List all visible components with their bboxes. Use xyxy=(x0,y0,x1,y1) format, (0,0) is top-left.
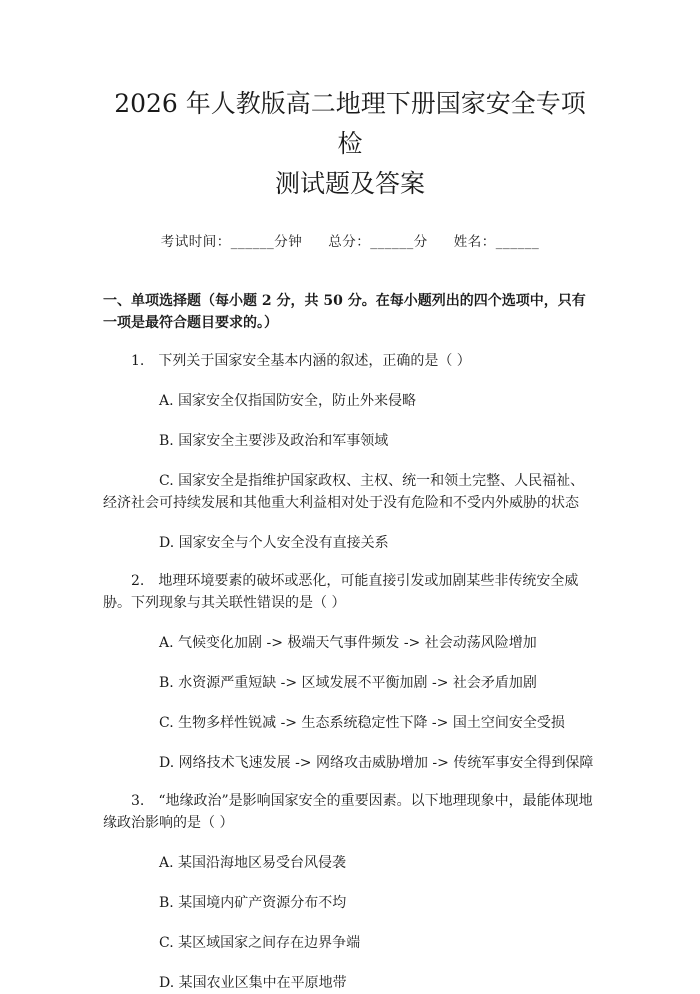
option-b: B. 某国境内矿产资源分布不均 xyxy=(159,895,347,911)
question-stem: 3. “地缘政治”是影响国家安全的重要因素。以下地理现象中，最能体现地缘政治影响的是（ ） xyxy=(103,793,593,831)
title-line-2: 测试题及答案 xyxy=(274,169,425,198)
title-line-1: 2026 年人教版高二地理下册国家安全专项检 xyxy=(114,89,586,158)
question-2 xyxy=(103,570,597,774)
option-b: B. 国家安全主要涉及政治和军事领域 xyxy=(159,433,389,449)
section-heading: 一、单项选择题（每小题 2 分，共 50 分。在每小题列出的四个选项中，只有一项是最符合题目要求的。） xyxy=(103,293,586,331)
option-b: B. 水资源严重短缺 -> 区域发展不平衡加剧 -> 社会矛盾加剧 xyxy=(159,675,537,691)
option-c: C. 国家安全是指维护国家政权、主权、统一和领土完整、人民福祉、经济社会可持续发展和其他重大利益相对处于没有危险和不受内外威胁的状态 xyxy=(103,473,585,511)
option-c: C. 某区域国家之间存在边界争端 xyxy=(159,935,361,951)
option-d: D. 某国农业区集中在平原地带 xyxy=(159,975,347,991)
document-title xyxy=(103,0,597,204)
question-3 xyxy=(103,790,597,994)
exam-meta xyxy=(103,230,597,250)
option-d: D. 国家安全与个人安全没有直接关系 xyxy=(159,535,389,551)
option-c: C. 生物多样性锐减 -> 生态系统稳定性下降 -> 国土空间安全受损 xyxy=(159,715,565,731)
question-stem: 1. 下列关于国家安全基本内涵的叙述，正确的是（ ） xyxy=(131,353,471,369)
option-a: A. 某国沿海地区易受台风侵袭 xyxy=(159,855,347,871)
option-d: D. 网络技术飞速发展 -> 网络攻击威胁增加 -> 传统军事安全得到保障 xyxy=(159,755,594,771)
option-a: A. 国家安全仅指国防安全，防止外来侵略 xyxy=(159,393,417,409)
exam-time: 考试时间：______分钟 xyxy=(160,234,303,250)
exam-score: 总分：______分 xyxy=(328,234,428,250)
question-1 xyxy=(103,350,597,554)
question-stem: 2. 地理环境要素的破坏或恶化，可能直接引发或加剧某些非传统安全威胁。下列现象与其关联性错误的是（ ） xyxy=(103,573,579,611)
student-name: 姓名：______ xyxy=(453,234,540,250)
option-a: A. 气候变化加剧 -> 极端天气事件频发 -> 社会动荡风险增加 xyxy=(159,635,537,651)
